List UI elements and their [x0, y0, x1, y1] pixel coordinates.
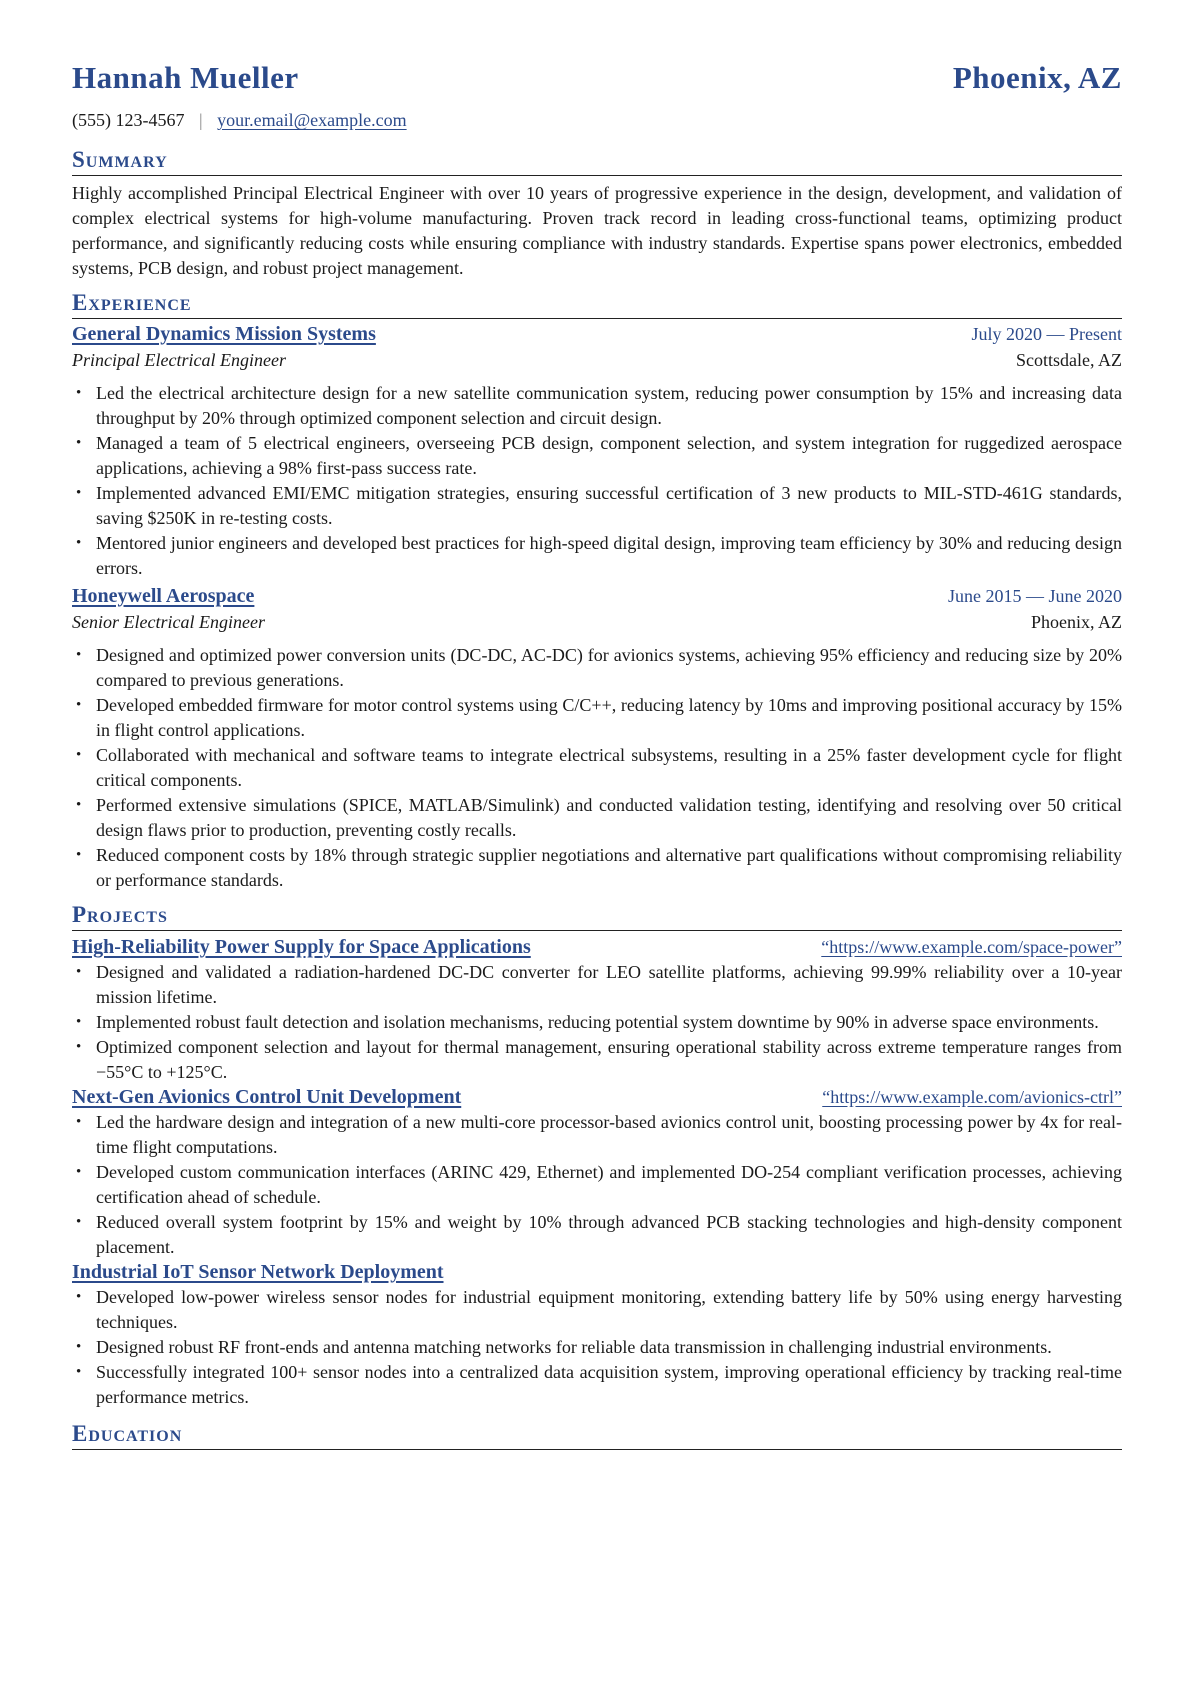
project-title-link[interactable]: High-Reliability Power Supply for Space Applications	[72, 936, 531, 958]
project-url-link[interactable]: “https://www.example.com/avionics-ctrl”	[822, 1087, 1122, 1107]
candidate-location: Phoenix, AZ	[952, 60, 1122, 95]
bullet-item: • Mentored junior engineers and developed best practices for high-speed digital design, improving team efficiency by 30% and reducing design errors.	[72, 531, 1122, 581]
employment-dates: July 2020 — Present	[971, 324, 1122, 344]
bullet-item: • Developed embedded firmware for motor control systems using C/C++, reducing latency by 10ms and improving positional accuracy by 15% in flight control applications.	[72, 693, 1122, 743]
experience-bullets	[72, 381, 1122, 581]
bullet-item: • Reduced component costs by 18% through strategic supplier negotiations and alternative part qualifications without compromising reliability or performance standards.	[72, 843, 1122, 893]
project-entry	[72, 1260, 1122, 1410]
bullet-item: • Optimized component selection and layout for thermal management, ensuring operational stability across extreme temperature ranges from −55°C to +125°C.	[72, 1035, 1122, 1085]
company-link[interactable]: General Dynamics Mission Systems	[72, 323, 376, 345]
bullet-item: • Developed custom communication interfaces (ARINC 429, Ethernet) and implemented DO-254 compliant verification processes, achieving certification ahead of schedule.	[72, 1160, 1122, 1210]
experience-entry	[72, 321, 1122, 581]
bullet-item: • Implemented robust fault detection and isolation mechanisms, reducing potential system downtime by 90% in adverse space environments.	[72, 1010, 1122, 1035]
experience-entry	[72, 583, 1122, 893]
job-location: Phoenix, AZ	[1030, 612, 1122, 632]
contact-info	[72, 110, 1122, 140]
candidate-name: Hannah Mueller	[72, 60, 299, 95]
contact-separator: |	[198, 110, 203, 130]
project-bullets	[72, 960, 1122, 1085]
bullet-item: • Collaborated with mechanical and software teams to integrate electrical subsystems, resulting in a 25% faster development cycle for flight critical components.	[72, 743, 1122, 793]
bullet-item: • Led the electrical architecture design for a new satellite communication system, reducing power consumption by 15% and increasing data throughput by 20% through optimized component selection and circuit design.	[72, 381, 1122, 431]
section-title-education: Education	[72, 1420, 1122, 1450]
bullet-item: • Managed a team of 5 electrical engineers, overseeing PCB design, component selection, and system integration for ruggedized aerospace applications, achieving a 98% first-pass success rate.	[72, 431, 1122, 481]
bullet-item: • Successfully integrated 100+ sensor nodes into a centralized data acquisition system, improving operational efficiency by tracking real-time performance metrics.	[72, 1360, 1122, 1410]
bullet-item: • Performed extensive simulations (SPICE, MATLAB/Simulink) and conducted validation testing, identifying and resolving over 50 critical design flaws prior to production, preventing costly recalls.	[72, 793, 1122, 843]
project-bullets	[72, 1285, 1122, 1410]
project-title-link[interactable]: Industrial IoT Sensor Network Deployment	[72, 1261, 444, 1283]
bullet-item: • Implemented advanced EMI/EMC mitigation strategies, ensuring successful certification of 3 new products to MIL-STD-461G standards, saving $250K in re-testing costs.	[72, 481, 1122, 531]
summary-text: Highly accomplished Principal Electrical Engineer with over 10 years of progressive experience in the design, development, and validation of complex electrical systems for high-volume manufacturing. Proven track record in leading cross-functional teams, optimizing product performance, and significantly reducing costs while ensuring compliance with industry standards. Expertise spans power electronics, embedded systems, PCB design, and robust project management.	[72, 183, 1122, 278]
email-link[interactable]: your.email@example.com	[217, 110, 407, 130]
job-title: Principal Electrical Engineer	[72, 350, 286, 370]
bullet-item: • Led the hardware design and integration of a new multi-core processor-based avionics control unit, boosting processing power by 4x for real-time flight computations.	[72, 1110, 1122, 1160]
section-title-summary: Summary	[72, 146, 1122, 176]
bullet-item: • Designed and optimized power conversion units (DC-DC, AC-DC) for avionics systems, achieving 95% efficiency and reducing size by 20% compared to previous generations.	[72, 643, 1122, 693]
bullet-item: • Reduced overall system footprint by 15% and weight by 10% through advanced PCB stacking technologies and high-density component placement.	[72, 1210, 1122, 1260]
phone-number: (555) 123-4567	[72, 110, 185, 130]
resume-page	[72, 60, 1122, 1450]
project-bullets	[72, 1110, 1122, 1260]
project-entry	[72, 935, 1122, 1085]
bullet-item: • Designed robust RF front-ends and antenna matching networks for reliable data transmission in challenging industrial environments.	[72, 1335, 1122, 1360]
job-location: Scottsdale, AZ	[1016, 350, 1122, 370]
experience-bullets	[72, 643, 1122, 893]
company-link[interactable]: Honeywell Aerospace	[72, 585, 255, 607]
project-title-link[interactable]: Next-Gen Avionics Control Unit Development	[72, 1086, 462, 1108]
section-title-projects: Projects	[72, 901, 1122, 931]
project-url-link[interactable]: “https://www.example.com/space-power”	[821, 937, 1122, 957]
job-title: Senior Electrical Engineer	[72, 612, 265, 632]
bullet-item: • Developed low-power wireless sensor nodes for industrial equipment monitoring, extending battery life by 50% using energy harvesting techniques.	[72, 1285, 1122, 1335]
project-entry	[72, 1085, 1122, 1260]
section-title-experience: Experience	[72, 289, 1122, 319]
employment-dates: June 2015 — June 2020	[948, 586, 1122, 606]
resume-header	[72, 60, 1122, 104]
bullet-item: • Designed and validated a radiation-hardened DC-DC converter for LEO satellite platforms, achieving 99.99% reliability over a 10-year mission lifetime.	[72, 960, 1122, 1010]
